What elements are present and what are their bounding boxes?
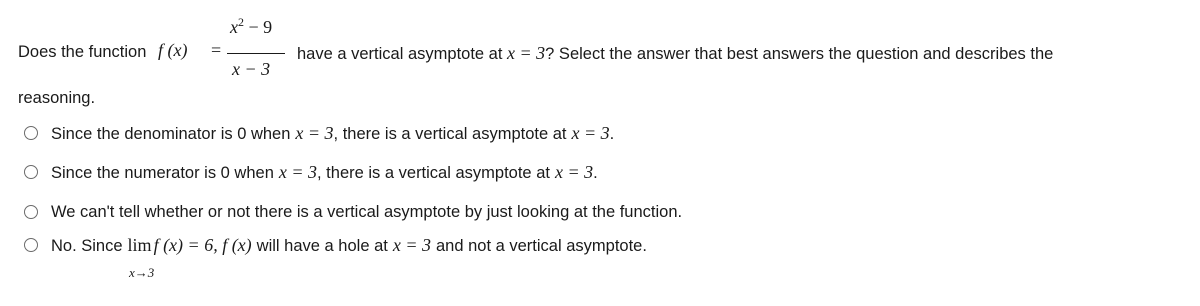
opt4-text-3: and not a vertical asymptote. — [435, 236, 647, 255]
opt2-math-1: x = 3 — [278, 161, 318, 182]
radio-button-2[interactable] — [24, 165, 38, 179]
opt1-text-3: . — [609, 124, 615, 143]
opt2-text-1: Since the numerator is 0 when — [51, 163, 274, 182]
opt4-math-2: x = 3 — [392, 234, 431, 255]
opt1-text-1: Since the denominator is 0 when — [51, 124, 291, 143]
numerator-exponent: 2 — [238, 15, 244, 29]
equals-sign: = — [211, 40, 222, 60]
answer-option-1[interactable] — [24, 122, 614, 144]
opt1-math-1: x = 3 — [295, 122, 334, 143]
opt4-text-2: will have a hole at — [256, 236, 388, 255]
opt4-lim: lim — [127, 234, 152, 255]
question-suffix-end: ? Select the answer that best answers the question and describes the — [545, 45, 1054, 63]
question-suffix-math: x = 3 — [507, 43, 546, 63]
radio-button-1[interactable] — [24, 126, 38, 140]
opt2-text-2: , there is a vertical asymptote at — [317, 163, 550, 182]
answer-option-2[interactable] — [24, 161, 598, 183]
question-suffix — [297, 43, 1053, 64]
radio-button-4[interactable] — [24, 238, 38, 252]
fraction-denominator: x − 3 — [232, 59, 271, 79]
opt4-math-1: f (x) = 6, f (x) — [153, 234, 252, 255]
opt4-text-1: No. Since — [51, 236, 123, 255]
answer-option-4[interactable] — [24, 234, 647, 256]
answer-option-3[interactable] — [24, 201, 682, 223]
opt2-math-2: x = 3 — [554, 161, 594, 182]
opt1-math-2: x = 3 — [571, 122, 610, 143]
question-continuation: reasoning. — [18, 89, 96, 107]
numerator-variable: x — [230, 17, 238, 37]
answer-option-2-label — [51, 162, 598, 183]
limit-subscript: x→3 — [129, 265, 155, 280]
function-notation: f (x) — [158, 40, 188, 60]
fraction-numerator — [230, 17, 272, 38]
question-suffix-text: have a vertical asymptote at — [297, 45, 503, 63]
question-prefix: Does the function — [18, 43, 147, 61]
fraction-bar — [227, 53, 285, 54]
answer-option-1-label — [51, 123, 614, 144]
answer-option-3-label: We can't tell whether or not there is a vertical asymptote by just looking at the function. — [51, 202, 683, 221]
numerator-rest: − 9 — [244, 17, 273, 37]
opt1-text-2: , there is a vertical asymptote at — [333, 124, 567, 143]
answer-option-4-label — [51, 235, 647, 256]
opt2-text-3: . — [593, 163, 598, 182]
radio-button-3[interactable] — [24, 205, 38, 219]
